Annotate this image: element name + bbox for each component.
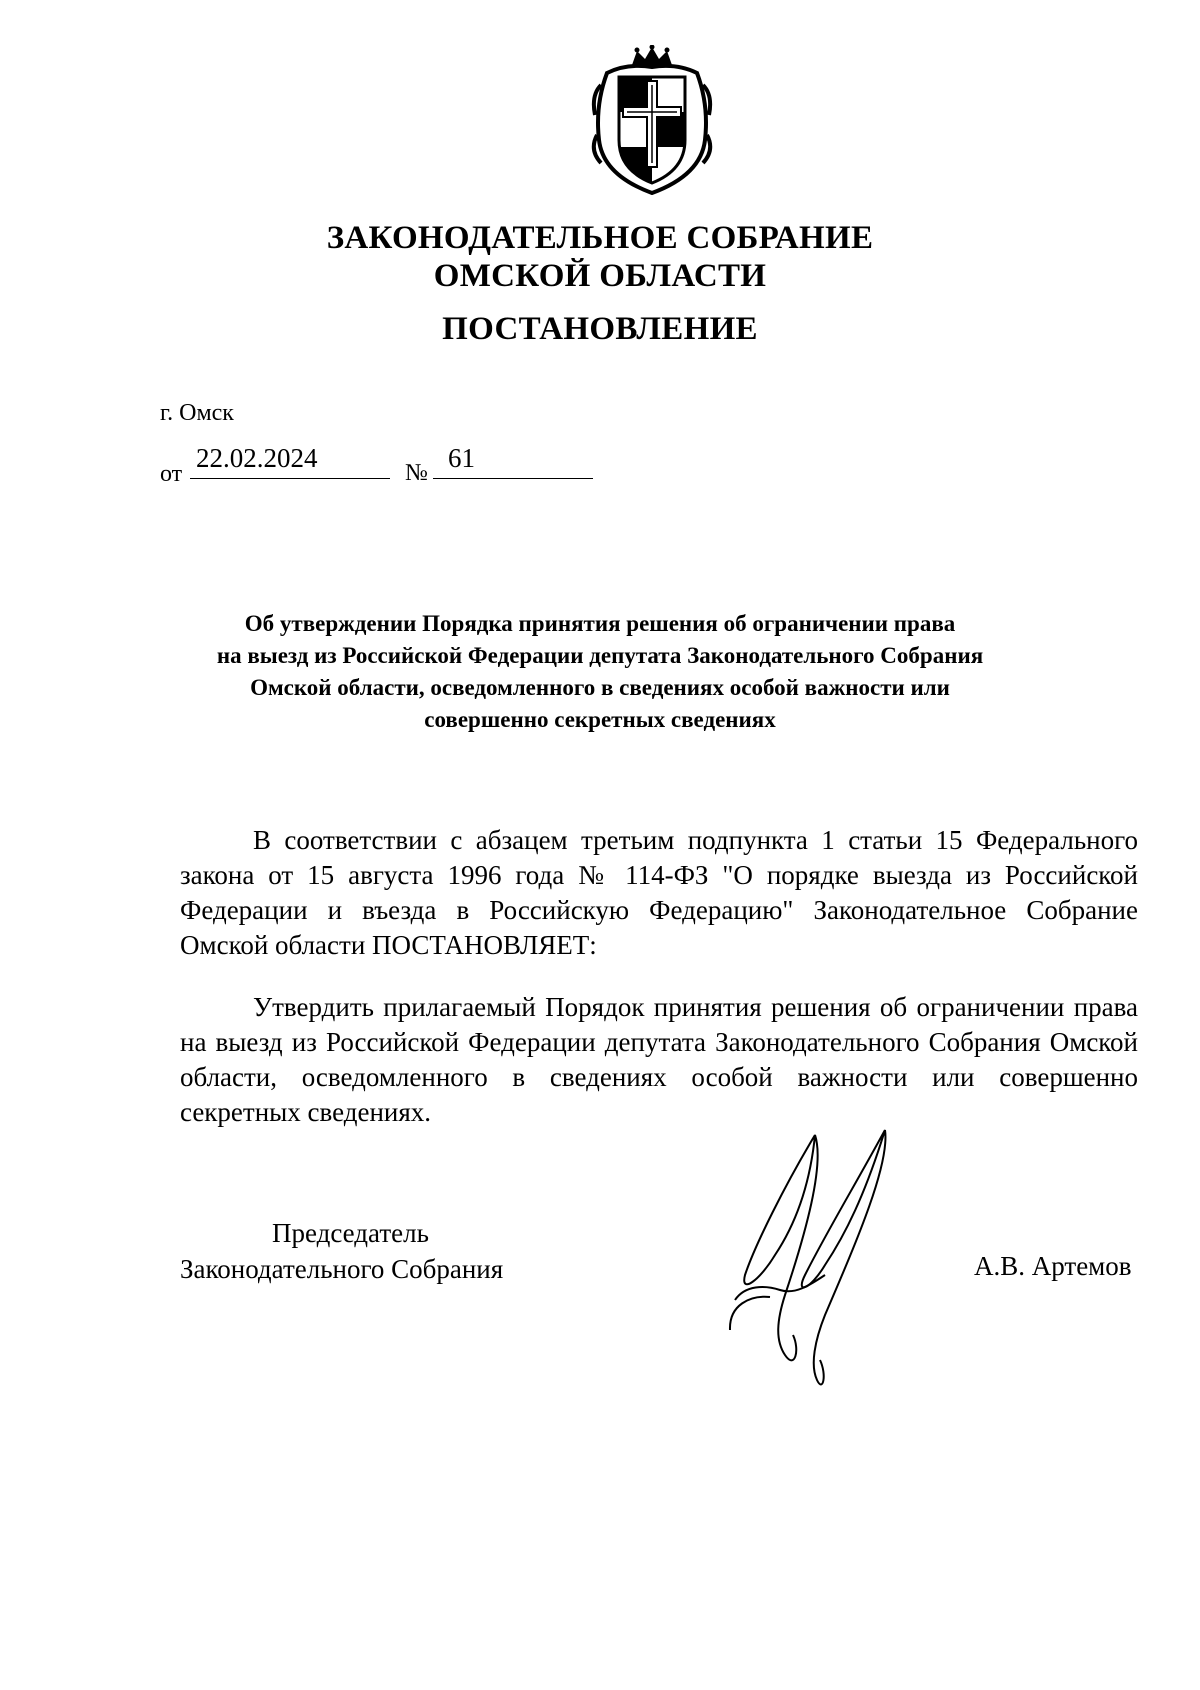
number-prefix: № xyxy=(405,460,428,486)
org-name-line2: ОМСКОЙ ОБЛАСТИ xyxy=(433,258,767,294)
body-paragraph-1: В соответствии с абзацем третьим подпункта 1 статьи 15 Федерального закона от 15 августа 1996 года № 114-ФЗ "О порядке выезда из Российской Федерации и въезда в Российскую Федерацию" Законодательное Собрание Омской области ПОСТАНОВЛЯЕТ: xyxy=(180,825,1138,960)
subject-line: Об утверждении Порядка принятия решения об ограничении права xyxy=(244,611,956,636)
org-name-line1: ЗАКОНОДАТЕЛЬНОЕ СОБРАНИЕ xyxy=(326,220,874,256)
coat-of-arms-icon xyxy=(587,45,717,195)
signatory-name: А.В. Артемов xyxy=(974,1251,1132,1281)
subject-line: на выезд из Российской Федерации депутата Законодательного Собрания xyxy=(216,643,984,668)
number-underline xyxy=(433,478,593,479)
doc-date: 22.02.2024 xyxy=(196,443,318,473)
city-label: г. Омск xyxy=(160,400,234,426)
document-subject xyxy=(200,608,1000,736)
date-prefix: от xyxy=(160,461,183,487)
subject-line: совершенно секретных сведениях xyxy=(424,707,776,732)
date-underline xyxy=(190,478,390,479)
doc-type-title: ПОСТАНОВЛЕНИЕ xyxy=(442,311,758,347)
subject-line: Омской области, осведомленного в сведениях особой важности или xyxy=(250,675,950,700)
handwritten-signature xyxy=(715,1125,965,1395)
signatory-title xyxy=(180,1215,503,1287)
body-paragraph-2: Утвердить прилагаемый Порядок принятия решения об ограничении права на выезд из Российской Федерации депутата Законодательного Собрания Омской области, осведомленного в сведениях особой важности или совершенно секретных сведениях. xyxy=(180,992,1138,1127)
signatory-title-line2: Законодательного Собрания xyxy=(180,1254,504,1284)
signatory-title-line1: Председатель xyxy=(272,1218,429,1248)
doc-number: 61 xyxy=(448,443,475,473)
